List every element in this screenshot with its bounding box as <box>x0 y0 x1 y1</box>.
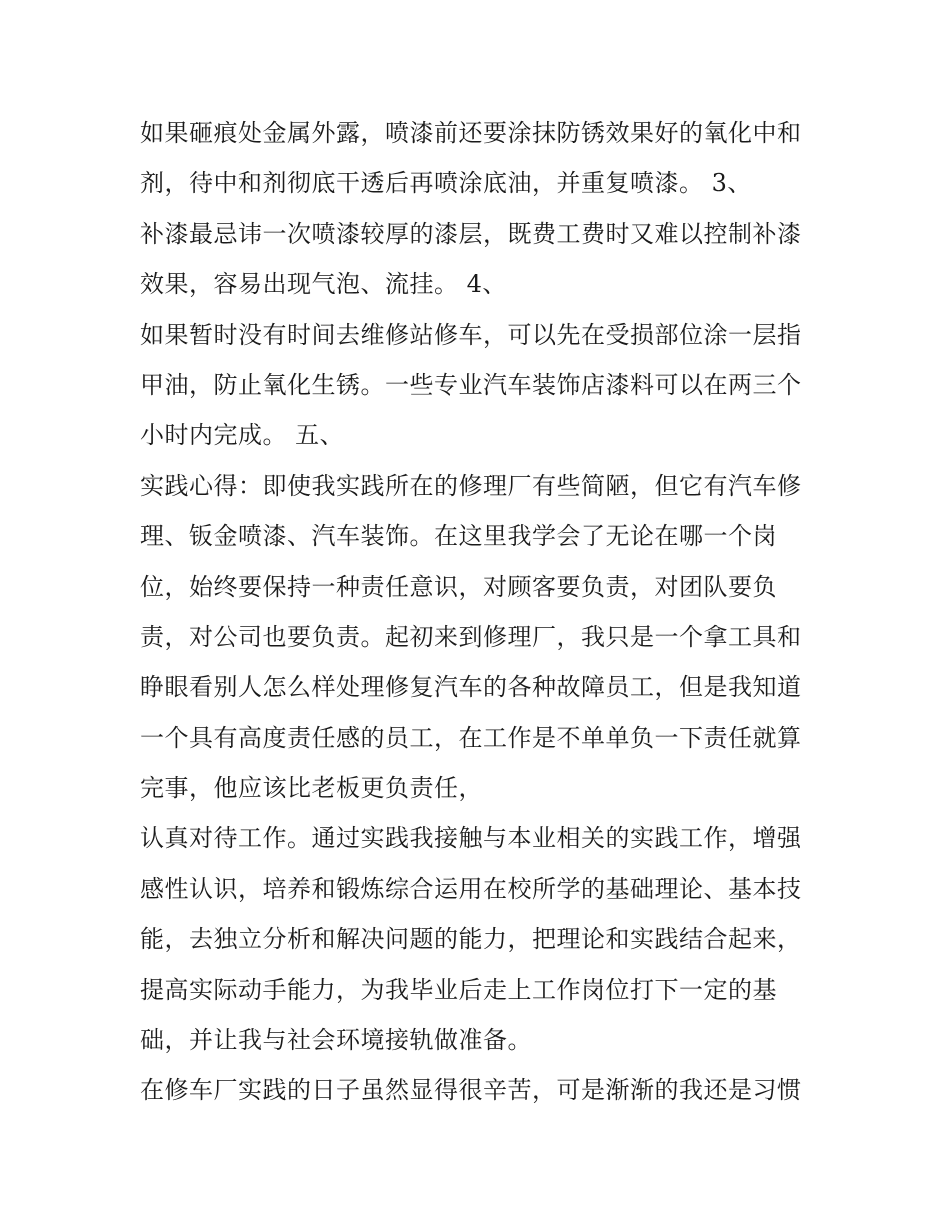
text-line: 效果，容易出现气泡、流挂。 4、 <box>140 270 507 299</box>
text-line: 如果暂时没有时间去维修站修车，可以先在受损部位涂一层指 <box>140 320 802 349</box>
text-line: 认真对待工作。通过实践我接触与本业相关的实践工作，增强 <box>140 824 802 853</box>
text-line: 剂，待中和剂彻底干透后再喷涂底油，并重复喷漆。 3、 <box>140 169 752 198</box>
text-line: 在修车厂实践的日子虽然显得很辛苦，可是渐渐的我还是习惯 <box>140 1076 802 1105</box>
document-body <box>140 108 820 1116</box>
text-line: 位，始终要保持一种责任意识，对顾客要负责，对团队要负 <box>140 572 777 601</box>
text-line: 甲油，防止氧化生锈。一些专业汽车装饰店漆料可以在两三个 <box>140 370 802 399</box>
text-line: 提高实际动手能力，为我毕业后走上工作岗位打下一定的基 <box>140 975 777 1004</box>
text-line: 感性认识，培养和锻炼综合运用在校所学的基础理论、基本技 <box>140 874 802 903</box>
text-line: 实践心得：即使我实践所在的修理厂有些简陋，但它有汽车修 <box>140 471 802 500</box>
text-line: 一个具有高度责任感的员工，在工作是不单单负一下责任就算 <box>140 723 802 752</box>
text-line: 础，并让我与社会环境接轨做准备。 <box>140 1026 532 1055</box>
text-line: 小时内完成。 五、 <box>140 421 345 450</box>
text-line: 如果砸痕处金属外露，喷漆前还要涂抹防锈效果好的氧化中和 <box>140 119 802 147</box>
text-line: 能，去独立分析和解决问题的能力，把理论和实践结合起来， <box>140 925 802 954</box>
text-line: 完事，他应该比老板更负责任， <box>140 774 483 803</box>
text-line: 补漆最忌讳一次喷漆较厚的漆层，既费工费时又难以控制补漆 <box>140 219 802 248</box>
text-line: 责，对公司也要负责。起初来到修理厂，我只是一个拿工具和 <box>140 622 802 651</box>
text-line: 理、钣金喷漆、汽车装饰。在这里我学会了无论在哪一个岗 <box>140 522 777 551</box>
text-line: 睁眼看别人怎么样处理修复汽车的各种故障员工，但是我知道 <box>140 673 802 702</box>
